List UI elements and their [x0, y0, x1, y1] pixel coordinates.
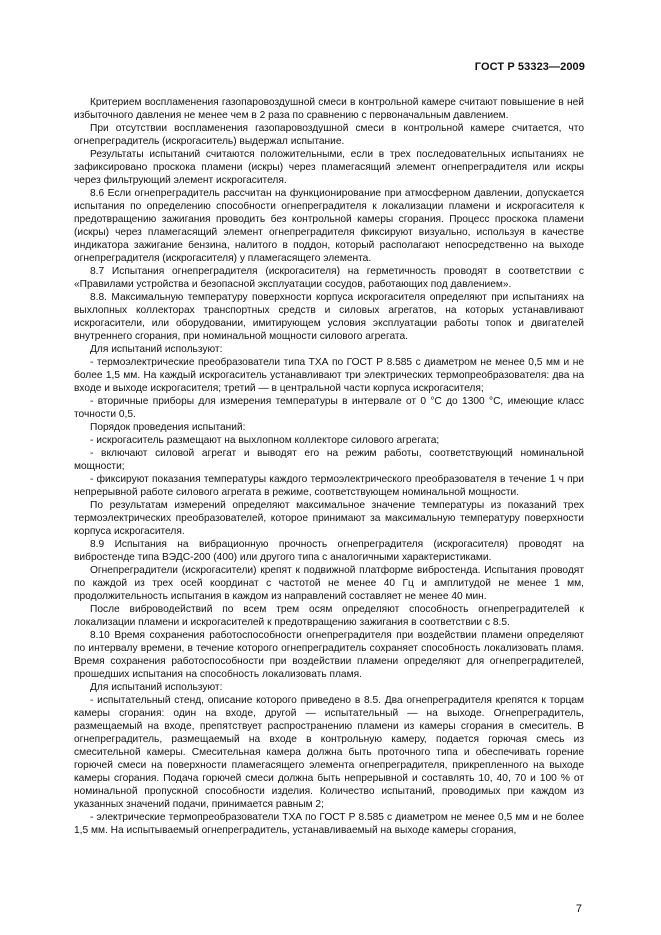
paragraph: - термоэлектрические преобразователи типа ТХА по ГОСТ Р 8.585 с диаметром не менее 0,5 мм и не более 1,5 мм. На каждый искрогаситель устанавливают три электрических термопреобразователя: два на входе и выходе искрогасителя; третий — в центральной части корпуса искрогасителя;: [74, 357, 584, 394]
paragraph: Порядок проведения испытаний:: [90, 422, 246, 433]
paragraph: - включают силовой агрегат и выводят его на режим работы, соответствующий номинальной мощности;: [74, 448, 584, 472]
paragraph: 8.9 Испытания на вибрационную прочность огнепреградителя (искрогасителя) проводят на вибростенде типа ВЭДС-200 (400) или другого типа с аналогичными характеристиками.: [74, 539, 584, 563]
paragraph: - вторичные приборы для измерения температуры в интервале от 0 °С до 1300 °С, имеющие класс точности 0,5.: [74, 396, 584, 420]
paragraph: - испытательный стенд, описание которого приведено в 8.5. Два огнепреградителя крепятся к торцам камеры сгорания: один на входе, другой — испытательный — на выходе. Огнепреградитель, размещаемый на входе, препятствует распространению пламени из камеры сгорания в смеситель. В огнепреградитель, размещаемый на входе в контрольную камеру, подается горючая смесь из смесительной камеры. Смесительная камера должна быть проточного типа и обеспечивать горение горючей смеси на поверхности пламегасящего элемента огнепреградителя, прикрепленного на выходе камеры сгорания. Подача горючей смеси должна быть непрерывной и составлять 10, 40, 70 и 100 % от номинальной пропускной способности изделия. Количество испытаний, проводимых при каждом из указанных значений подачи, принимается равным 2;: [74, 695, 584, 810]
paragraph: 8.7 Испытания огнепреградителя (искрогасителя) на герметичность проводят в соответствии с «Правилами устройства и безопасной эксплуатации сосудов, работающих под давлением».: [74, 266, 584, 290]
paragraph: - электрические термопреобразователи ТХА по ГОСТ Р 8.585 с диаметром не менее 0,5 мм и не более 1,5 мм. На испытываемый огнепреградитель, устанавливаемый на выходе камеры сгорания,: [74, 812, 584, 836]
paragraph: 8.10 Время сохранения работоспособности огнепреградителя при воздействии пламени определяют по интервалу времени, в течение которого огнепреградитель сохраняет способность локализовать пламя. Время сохранения работоспособности при воздействии пламени определяют для огнепреградителей, прошедших испытания на способность локализовать пламя.: [74, 630, 584, 680]
paragraph: При отсутствии воспламенения газопаровоздушной смеси в контрольной камере считается, что огнепреградитель (искрогаситель) выдержал испытание.: [74, 123, 584, 147]
document-body: [74, 96, 584, 837]
paragraph: 8.8. Максимальную температуру поверхности корпуса искрогасителя определяют при испытаниях на выхлопных коллекторах транспортных средств и силовых агрегатов, на которых устанавливают искрогасители, или оборудовании, имитирующем условия эксплуатации работы топок и двигателей внутреннего сгорания, при номинальной мощности силового агрегата.: [74, 292, 584, 342]
paragraph: Для испытаний используют:: [90, 682, 223, 693]
paragraph: Критерием воспламенения газопаровоздушной смеси в контрольной камере считают повышение в ней избыточного давления не менее чем в 2 раза по сравнению с первоначальным давлением.: [74, 97, 584, 121]
paragraph: Для испытаний используют:: [90, 344, 223, 355]
paragraph: Огнепреградители (искрогасители) крепят к подвижной платформе вибростенда. Испытания проводят по каждой из трех осей координат с частотой не менее 40 Гц и амплитудой не менее 1 мм, продолжительность испытания в каждом из направлений составляет не менее 40 мин.: [74, 565, 584, 602]
page-number: 7: [575, 903, 582, 915]
paragraph: - фиксируют показания температуры каждого термоэлектрического преобразователя в течение 1 ч при непрерывной работе силового агрегата в режиме, соответствующем номинальной мощности.: [74, 474, 584, 498]
paragraph: 8.6 Если огнепреградитель рассчитан на функционирование при атмосферном давлении, допускается испытания по определению способности огнепреградителя к локализации пламени и искрогасителя к предотвращению зажигания проводить без контрольной камеры сгорания. Процесс проскока пламени (искры) через пламегасящий элемент огнепреградителя фиксируют визуально, используя в качестве индикатора зажигание бензина, налитого в поддон, который располагают непосредственно на выходе огнепреградителя (искрогасителя) у пламегасящего элемента.: [74, 188, 584, 264]
paragraph: - искрогаситель размещают на выхлопном коллекторе силового агрегата;: [90, 435, 440, 446]
paragraph: Результаты испытаний считаются положительными, если в трех последовательных испытаниях не зафиксировано проскока пламени (искры) через пламегасящий элемент огнепреградителя или искры через фильтрующий элемент искрогасителя.: [74, 149, 584, 186]
paragraph: После виброводействий по всем трем осям определяют способность огнепреградителей к локализации пламени и искрогасителей к предотвращению зажигания в соответствии с 8.5.: [74, 604, 584, 628]
document-header: ГОСТ Р 53323—2009: [474, 61, 585, 73]
paragraph: По результатам измерений определяют максимальное значение температуры из показаний трех термоэлектрических преобразователей, которое принимают за максимальную температуру поверхности корпуса искрогасителя.: [74, 500, 584, 537]
